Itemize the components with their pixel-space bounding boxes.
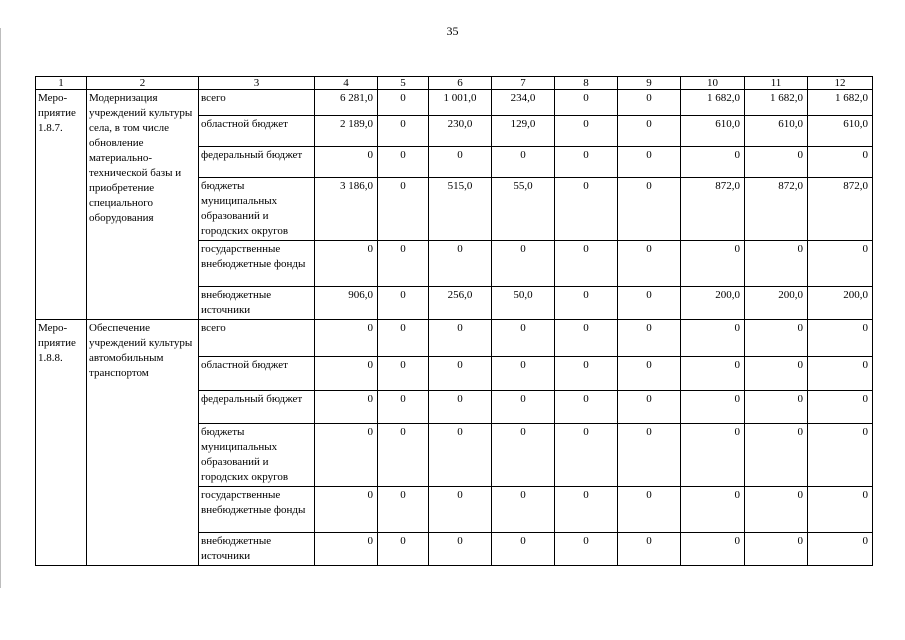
value-cell: 0	[681, 391, 745, 424]
funding-source-cell: государственные внебюджетные фонды	[199, 241, 315, 287]
value-cell: 515,0	[429, 178, 492, 241]
value-cell: 0	[745, 487, 808, 533]
value-cell: 0	[618, 424, 681, 487]
value-cell: 0	[555, 357, 618, 391]
value-cell: 0	[681, 320, 745, 357]
budget-table	[35, 76, 873, 566]
funding-source-cell: областной бюджет	[199, 357, 315, 391]
value-cell: 0	[681, 424, 745, 487]
value-cell: 872,0	[745, 178, 808, 241]
value-cell: 0	[681, 241, 745, 287]
value-cell: 0	[492, 320, 555, 357]
value-cell: 0	[315, 424, 378, 487]
value-cell: 0	[618, 90, 681, 116]
page-number: 35	[446, 24, 459, 38]
value-cell: 0	[315, 391, 378, 424]
funding-source-cell: областной бюджет	[199, 116, 315, 147]
table-row	[36, 90, 873, 116]
value-cell: 0	[378, 147, 429, 178]
value-cell: 0	[618, 533, 681, 566]
value-cell: 0	[808, 391, 873, 424]
value-cell: 0	[681, 533, 745, 566]
funding-source-cell: всего	[199, 90, 315, 116]
funding-source-cell: внебюджетные источники	[199, 533, 315, 566]
value-cell: 1 682,0	[808, 90, 873, 116]
value-cell: 0	[378, 287, 429, 320]
value-cell: 610,0	[681, 116, 745, 147]
value-cell: 200,0	[745, 287, 808, 320]
value-cell: 0	[492, 241, 555, 287]
header-cell: 7	[492, 77, 555, 90]
value-cell: 0	[555, 391, 618, 424]
value-cell: 0	[808, 241, 873, 287]
funding-source-cell: всего	[199, 320, 315, 357]
value-cell: 0	[555, 287, 618, 320]
value-cell: 0	[808, 147, 873, 178]
header-cell: 10	[681, 77, 745, 90]
measure-id-cell: Меро- приятие 1.8.8.	[36, 320, 87, 566]
value-cell: 0	[492, 357, 555, 391]
value-cell: 0	[429, 320, 492, 357]
value-cell: 200,0	[681, 287, 745, 320]
value-cell: 0	[555, 320, 618, 357]
header-cell: 1	[36, 77, 87, 90]
funding-source-cell: государственные внебюджетные фонды	[199, 487, 315, 533]
value-cell: 0	[618, 116, 681, 147]
value-cell: 0	[555, 116, 618, 147]
value-cell: 0	[378, 424, 429, 487]
funding-source-cell: федеральный бюджет	[199, 391, 315, 424]
value-cell: 0	[745, 391, 808, 424]
value-cell: 0	[745, 533, 808, 566]
value-cell: 0	[555, 147, 618, 178]
value-cell: 0	[808, 357, 873, 391]
value-cell: 0	[618, 357, 681, 391]
value-cell: 872,0	[681, 178, 745, 241]
value-cell: 0	[429, 391, 492, 424]
value-cell: 3 186,0	[315, 178, 378, 241]
value-cell: 0	[555, 178, 618, 241]
value-cell: 230,0	[429, 116, 492, 147]
value-cell: 0	[618, 178, 681, 241]
value-cell: 0	[681, 147, 745, 178]
header-cell: 2	[87, 77, 199, 90]
funding-source-cell: внебюджетные источники	[199, 287, 315, 320]
value-cell: 129,0	[492, 116, 555, 147]
value-cell: 0	[618, 487, 681, 533]
table-row	[36, 320, 873, 357]
value-cell: 0	[378, 241, 429, 287]
header-cell: 3	[199, 77, 315, 90]
value-cell: 0	[378, 391, 429, 424]
value-cell: 0	[315, 357, 378, 391]
value-cell: 0	[429, 533, 492, 566]
value-cell: 0	[618, 147, 681, 178]
value-cell: 0	[618, 320, 681, 357]
value-cell: 234,0	[492, 90, 555, 116]
value-cell: 0	[808, 487, 873, 533]
value-cell: 0	[492, 147, 555, 178]
value-cell: 0	[378, 116, 429, 147]
value-cell: 0	[492, 391, 555, 424]
value-cell: 0	[315, 147, 378, 178]
value-cell: 1 682,0	[745, 90, 808, 116]
value-cell: 200,0	[808, 287, 873, 320]
value-cell: 0	[555, 487, 618, 533]
value-cell: 55,0	[492, 178, 555, 241]
value-cell: 1 001,0	[429, 90, 492, 116]
value-cell: 0	[429, 487, 492, 533]
header-cell: 8	[555, 77, 618, 90]
value-cell: 0	[618, 241, 681, 287]
measure-name-cell: Обеспечение учреждений культуры автомобильным транспортом	[87, 320, 199, 566]
value-cell: 6 281,0	[315, 90, 378, 116]
value-cell: 0	[492, 487, 555, 533]
value-cell: 0	[429, 357, 492, 391]
value-cell: 0	[681, 487, 745, 533]
header-cell: 11	[745, 77, 808, 90]
value-cell: 256,0	[429, 287, 492, 320]
value-cell: 0	[378, 178, 429, 241]
header-cell: 6	[429, 77, 492, 90]
value-cell: 0	[378, 487, 429, 533]
value-cell: 0	[808, 320, 873, 357]
value-cell: 0	[555, 241, 618, 287]
scan-edge-line	[0, 28, 1, 588]
value-cell: 0	[745, 147, 808, 178]
value-cell: 0	[555, 424, 618, 487]
header-cell: 9	[618, 77, 681, 90]
header-cell: 12	[808, 77, 873, 90]
value-cell: 0	[315, 320, 378, 357]
value-cell: 0	[808, 424, 873, 487]
value-cell: 50,0	[492, 287, 555, 320]
value-cell: 0	[745, 357, 808, 391]
value-cell: 0	[378, 533, 429, 566]
value-cell: 0	[378, 90, 429, 116]
value-cell: 0	[745, 320, 808, 357]
header-cell: 5	[378, 77, 429, 90]
measure-name-cell: Модернизация учреждений культуры села, в том числе обновление материально-технической базы и приобретение специального оборудования	[87, 90, 199, 320]
value-cell: 610,0	[808, 116, 873, 147]
header-cell: 4	[315, 77, 378, 90]
value-cell: 0	[492, 424, 555, 487]
value-cell: 1 682,0	[681, 90, 745, 116]
value-cell: 0	[555, 90, 618, 116]
value-cell: 0	[315, 241, 378, 287]
value-cell: 0	[492, 533, 555, 566]
value-cell: 0	[681, 357, 745, 391]
value-cell: 0	[315, 533, 378, 566]
value-cell: 0	[618, 287, 681, 320]
funding-source-cell: бюджеты муниципальных образований и городских округов	[199, 178, 315, 241]
value-cell: 2 189,0	[315, 116, 378, 147]
value-cell: 0	[618, 391, 681, 424]
funding-source-cell: бюджеты муниципальных образований и городских округов	[199, 424, 315, 487]
value-cell: 0	[745, 424, 808, 487]
value-cell: 0	[808, 533, 873, 566]
value-cell: 906,0	[315, 287, 378, 320]
value-cell: 0	[429, 241, 492, 287]
value-cell: 0	[429, 424, 492, 487]
value-cell: 0	[555, 533, 618, 566]
value-cell: 0	[745, 241, 808, 287]
value-cell: 0	[378, 357, 429, 391]
measure-id-cell: Меро- приятие 1.8.7.	[36, 90, 87, 320]
value-cell: 0	[378, 320, 429, 357]
value-cell: 0	[315, 487, 378, 533]
value-cell: 610,0	[745, 116, 808, 147]
value-cell: 872,0	[808, 178, 873, 241]
value-cell: 0	[429, 147, 492, 178]
funding-source-cell: федеральный бюджет	[199, 147, 315, 178]
header-row	[36, 77, 873, 90]
